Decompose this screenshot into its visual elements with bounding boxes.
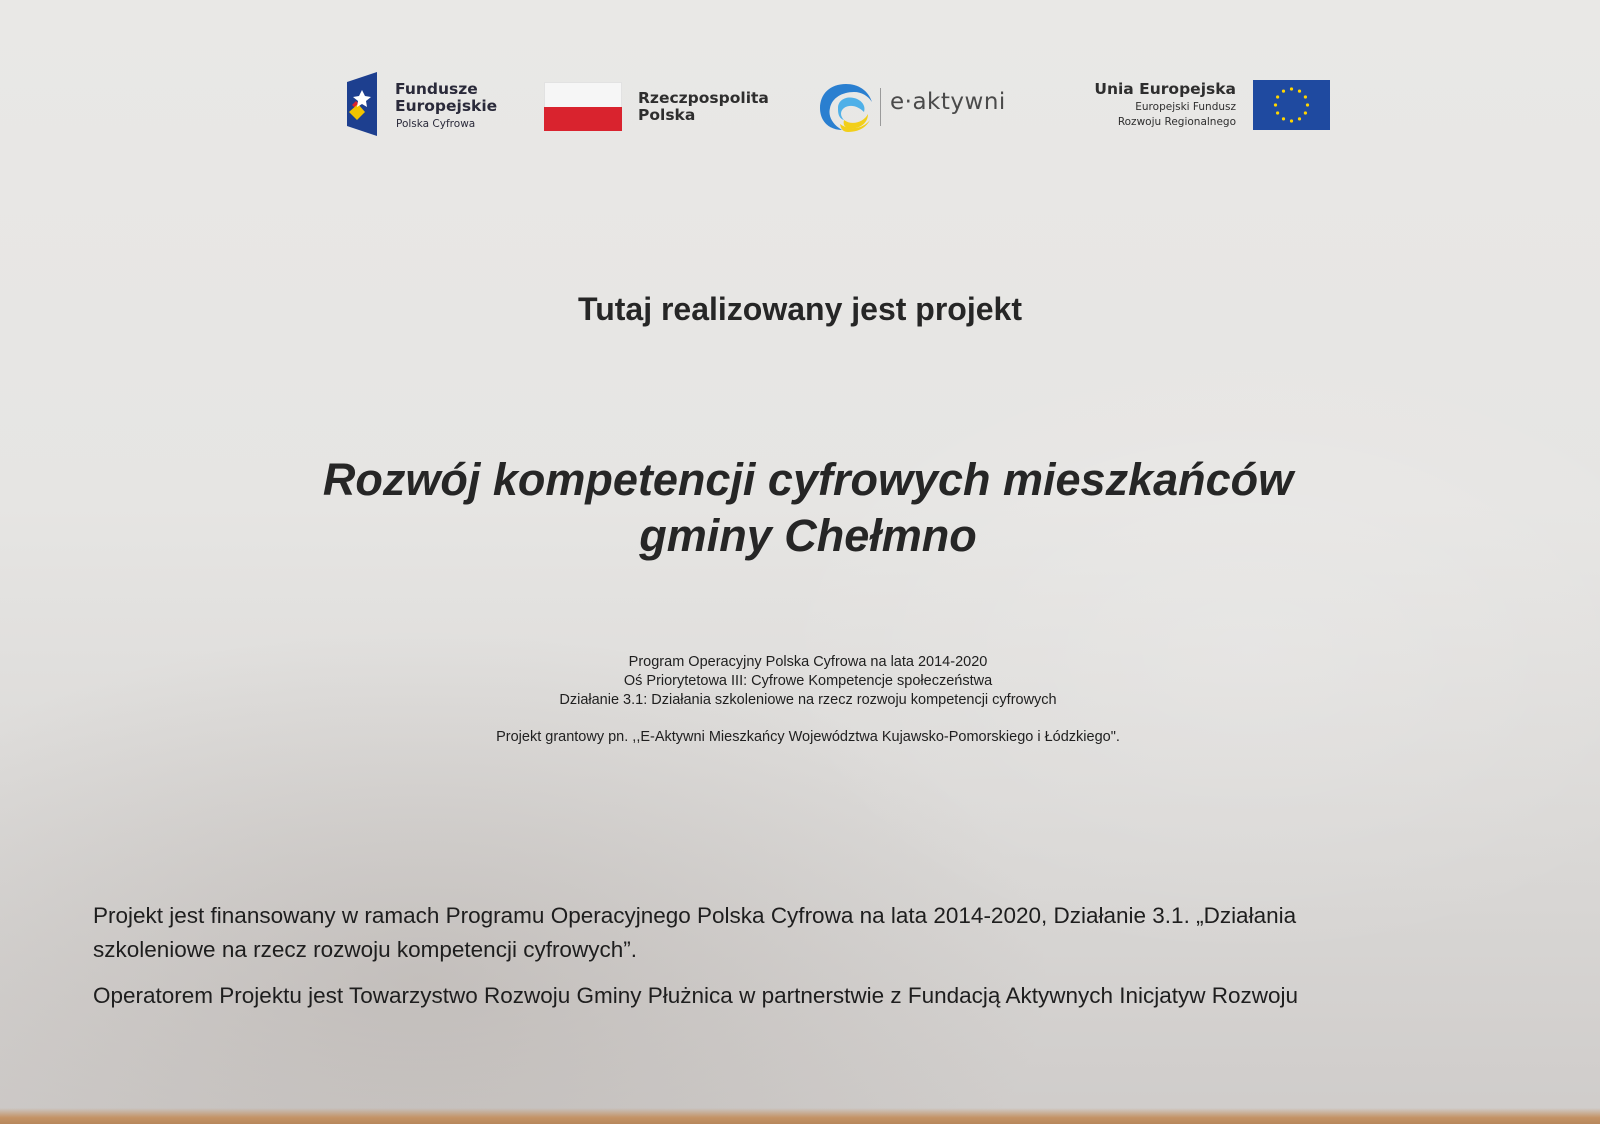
unia-europejska-logo xyxy=(1080,78,1330,134)
fundusze-europejskie-star-icon xyxy=(343,72,379,136)
footer-paragraph-2: Operatorem Projektu jest Towarzystwo Rozwoju Gminy Płużnica w partnerstwie z Fundacją Aktywnych Inicjatyw Rozwoju xyxy=(93,983,1299,1008)
rzeczpospolita-line1: Rzeczpospolita xyxy=(638,89,769,107)
program-info xyxy=(0,653,1600,710)
ue-line3: Rozwoju Regionalnego xyxy=(1117,116,1236,128)
rzeczpospolita-polska-logo xyxy=(544,82,784,132)
footer-text xyxy=(93,899,1573,1013)
program-line3: Działanie 3.1: Działania szkoleniowe na rzecz rozwoju kompetencji cyfrowych xyxy=(559,692,1057,708)
e-aktywni-text: e·aktywni xyxy=(890,89,1006,115)
intro-heading: Tutaj realizowany jest projekt xyxy=(578,291,1022,327)
program-line1: Program Operacyjny Polska Cyfrowa na lata 2014-2020 xyxy=(628,654,988,670)
footer-paragraph-1 xyxy=(93,899,1573,967)
table-edge xyxy=(0,1108,1600,1124)
e-aktywni-swirl-icon xyxy=(818,80,874,134)
project-title-line2: gminy Chełmno xyxy=(639,510,977,561)
e-aktywni-separator xyxy=(880,88,881,126)
logo-bar xyxy=(0,0,1600,160)
fundusze-line3: Polska Cyfrowa xyxy=(396,118,476,130)
footer-p1-line2: szkoleniowe na rzecz rozwoju kompetencji cyfrowych”. xyxy=(93,937,637,962)
fundusze-europejskie-logo xyxy=(343,70,508,138)
ue-line1: Unia Europejska xyxy=(1094,80,1236,98)
eu-flag-icon xyxy=(1253,80,1330,130)
ue-line2: Europejski Fundusz xyxy=(1135,101,1236,113)
fundusze-line1: Fundusze xyxy=(395,80,478,98)
project-title-line1: Rozwój kompetencji cyfrowych mieszkańców xyxy=(322,454,1294,505)
e-aktywni-logo xyxy=(818,80,1028,134)
program-line2: Oś Priorytetowa III: Cyfrowe Kompetencje społeczeństwa xyxy=(623,673,993,689)
project-title xyxy=(0,452,1600,564)
polish-flag-icon xyxy=(544,82,622,130)
rzeczpospolita-line2: Polska xyxy=(638,106,696,124)
fundusze-line2: Europejskie xyxy=(395,97,498,115)
footer-p1-line1: Projekt jest finansowany w ramach Programu Operacyjnego Polska Cyfrowa na lata 2014-2020, Działanie 3.1. „Działania xyxy=(93,903,1297,928)
grant-project-line: Projekt grantowy pn. ,,E-Aktywni Mieszkańcy Województwa Kujawsko-Pomorskiego i Łódzkiego". xyxy=(496,729,1120,745)
